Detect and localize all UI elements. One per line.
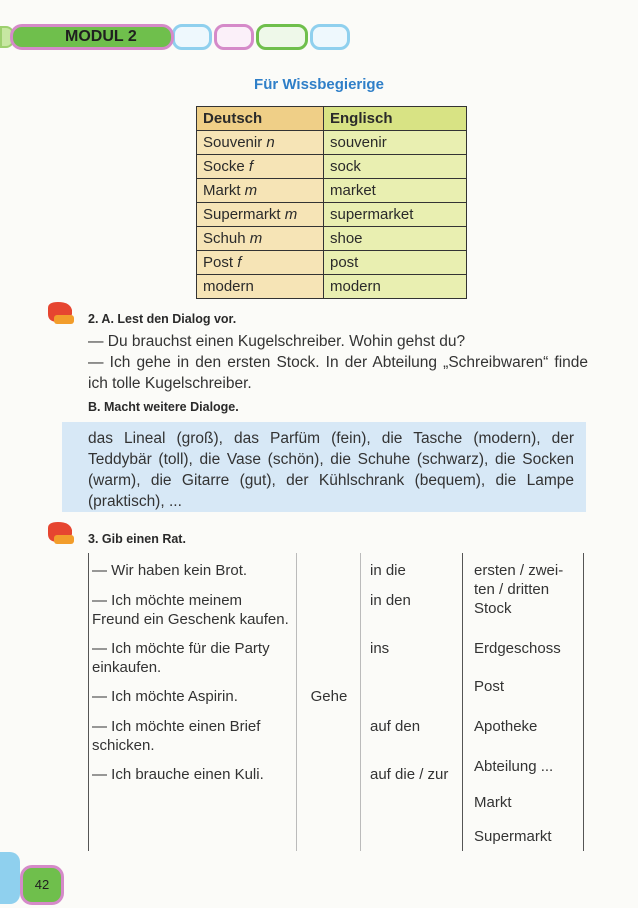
vocab-table bbox=[196, 106, 467, 299]
advice-statement: — Ich möchte Aspirin. bbox=[92, 688, 238, 705]
vocab-header-de: Deutsch bbox=[197, 107, 324, 131]
vocab-en-cell: modern bbox=[324, 275, 467, 299]
vocab-row bbox=[197, 131, 467, 155]
advice-place: Erdgeschoss bbox=[474, 640, 561, 657]
advice-preposition: ins bbox=[370, 640, 390, 657]
exercise-2b-heading: B. Macht weitere Dialoge. bbox=[88, 400, 239, 414]
header-pill-green bbox=[256, 24, 308, 50]
exercise-3-heading: 3. Gib einen Rat. bbox=[88, 532, 186, 546]
vocab-row bbox=[197, 155, 467, 179]
advice-place: Markt bbox=[474, 794, 512, 811]
vocab-de-cell: Markt m bbox=[197, 179, 324, 203]
vocab-de-cell: Post f bbox=[197, 251, 324, 275]
vocab-header-en: Englisch bbox=[324, 107, 467, 131]
gender-marker: m bbox=[284, 205, 298, 223]
header-pill-pink bbox=[214, 24, 254, 50]
exercise-2a-heading: 2. A. Lest den Dialog vor. bbox=[88, 312, 237, 326]
gender-marker: n bbox=[266, 133, 275, 151]
advice-statement: — Ich brauche einen Kuli. bbox=[92, 766, 264, 783]
gender-marker: f bbox=[237, 253, 242, 271]
advice-col-divider bbox=[296, 553, 297, 851]
advice-place: Abteilung ... bbox=[474, 758, 554, 775]
vocab-en-cell: supermarket bbox=[324, 203, 467, 227]
vocab-row bbox=[197, 203, 467, 227]
page-title: Für Wissbegierige bbox=[254, 76, 384, 93]
advice-col-divider bbox=[462, 553, 463, 851]
vocab-row bbox=[197, 251, 467, 275]
exercise-3-icon bbox=[44, 520, 76, 546]
vocab-de-cell: Schuh m bbox=[197, 227, 324, 251]
advice-col-divider bbox=[360, 553, 361, 851]
advice-place: Post bbox=[474, 678, 505, 695]
advice-statement: — Ich möchte einen Brief schicken. bbox=[92, 718, 261, 754]
advice-col-divider bbox=[88, 553, 89, 851]
header-pill-blue-2 bbox=[310, 24, 350, 50]
advice-preposition: auf die / zur bbox=[370, 766, 449, 783]
vocab-en-cell: souvenir bbox=[324, 131, 467, 155]
page-number: 42 bbox=[20, 865, 64, 905]
vocab-header-row bbox=[197, 107, 467, 131]
dialog-word-box: das Lineal (groß), das Parfüm (fein), die Tasche (modern), der Teddybär (toll), die Vase (schön), die Schuhe (schwarz), die Socken (warm), die Gitarre (gut), der Kühlschrank (bequem), die Lampe (praktisch), ... bbox=[62, 422, 586, 512]
vocab-en-cell: market bbox=[324, 179, 467, 203]
vocab-de-cell: modern bbox=[197, 275, 324, 299]
advice-col-divider bbox=[583, 553, 584, 851]
footer-left-tab bbox=[0, 852, 20, 904]
vocab-en-cell: sock bbox=[324, 155, 467, 179]
vocab-de-cell: Socke f bbox=[197, 155, 324, 179]
header-pill-blue bbox=[172, 24, 212, 50]
advice-table bbox=[88, 553, 584, 851]
gender-marker: m bbox=[244, 181, 258, 199]
vocab-en-cell: shoe bbox=[324, 227, 467, 251]
advice-place: Apotheke bbox=[474, 718, 538, 735]
advice-verb: Gehe bbox=[310, 688, 348, 705]
exercise-2-icon bbox=[44, 300, 76, 326]
advice-statement: — Ich möchte für die Party einkaufen. bbox=[92, 640, 270, 676]
advice-statement: — Wir haben kein Brot. bbox=[92, 562, 248, 579]
advice-place: Supermarkt bbox=[474, 828, 552, 845]
module-label: MODUL 2 bbox=[10, 24, 174, 50]
vocab-row bbox=[197, 179, 467, 203]
advice-preposition: auf den bbox=[370, 718, 421, 735]
dialog-line-2: — Ich gehe in den ersten Stock. In der Abteilung „Schreibwaren“ finde ich tolle Kugelschreiber. bbox=[88, 354, 588, 392]
vocab-row bbox=[197, 275, 467, 299]
advice-preposition: in die bbox=[370, 562, 406, 579]
vocab-en-cell: post bbox=[324, 251, 467, 275]
vocab-de-cell: Supermarkt m bbox=[197, 203, 324, 227]
vocab-row bbox=[197, 227, 467, 251]
advice-statement: — Ich möchte meinem Freund ein Geschenk kaufen. bbox=[92, 592, 289, 628]
dialog-line-1: — Du brauchst einen Kugelschreiber. Wohin gehst du? bbox=[88, 333, 466, 350]
gender-marker: m bbox=[249, 229, 263, 247]
advice-preposition: in den bbox=[370, 592, 411, 609]
vocab-de-cell: Souvenir n bbox=[197, 131, 324, 155]
advice-place: ersten / zwei-ten / dritten Stock bbox=[474, 562, 564, 617]
gender-marker: f bbox=[248, 157, 254, 175]
